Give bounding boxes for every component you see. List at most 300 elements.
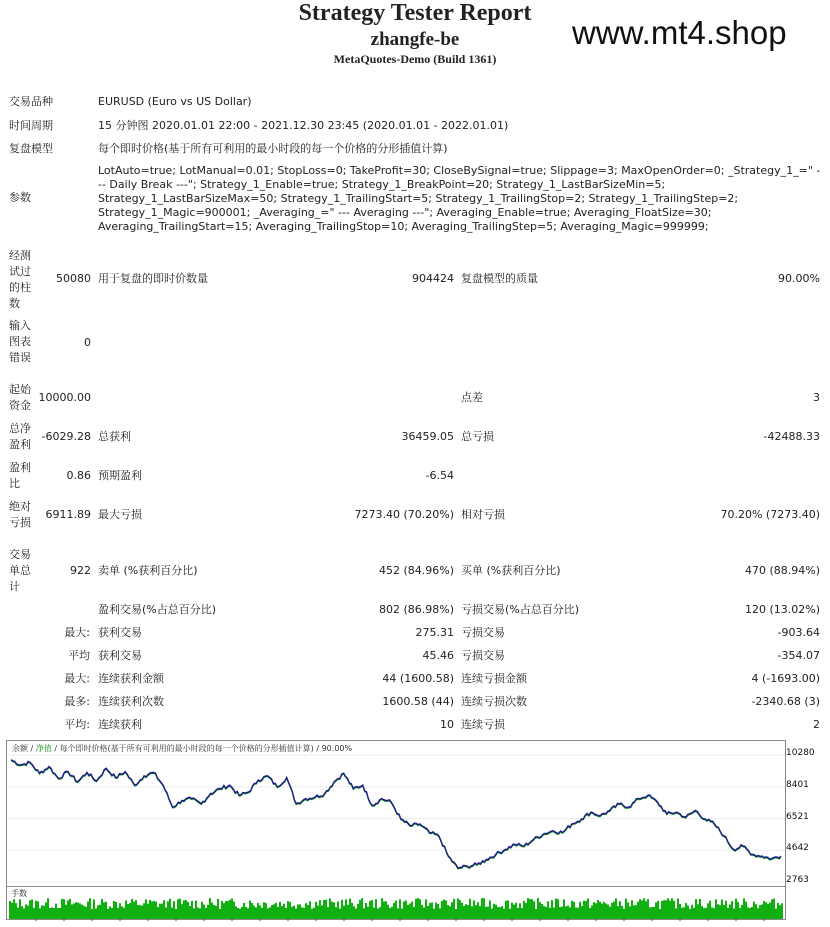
short-value: 452 (84.96%)	[378, 564, 454, 577]
payoff-label: 预期盈利	[98, 469, 142, 482]
volume-bar	[647, 899, 649, 919]
volume-bar	[615, 898, 617, 919]
volume-bar	[227, 901, 229, 919]
volume-bar	[483, 898, 485, 919]
volume-bar	[613, 902, 615, 919]
equity-line	[11, 761, 781, 869]
volume-bar	[337, 901, 339, 919]
volume-bar	[709, 901, 711, 919]
volume-bar	[243, 903, 245, 919]
model-value: 每个即时价格(基于所有可利用的最小时段的每一个价格的分形插值计算)	[98, 142, 448, 155]
largest-loss-value: -903.64	[777, 626, 820, 639]
volume-bar	[393, 903, 395, 919]
volume-bar	[151, 901, 153, 919]
volume-bar	[263, 902, 265, 919]
volume-bar	[97, 905, 99, 919]
volume-bar	[347, 905, 349, 919]
volume-bar	[187, 902, 189, 919]
volume-bar	[551, 900, 553, 919]
volume-bar	[459, 900, 461, 919]
volume-bar	[493, 904, 495, 919]
volume-bar	[253, 906, 255, 919]
volume-bar	[375, 899, 377, 919]
legend-balance: 余额	[12, 744, 28, 753]
volume-bar	[29, 900, 31, 919]
volume-bar	[597, 900, 599, 919]
max-consec-losses-value: 4 (-1693.00)	[751, 672, 820, 685]
volume-bar	[25, 905, 27, 919]
volume-bar	[419, 899, 421, 919]
volume-bar	[741, 905, 743, 919]
volume-bar	[637, 902, 639, 919]
volume-bar	[315, 902, 317, 919]
volume-bar	[667, 898, 669, 919]
max-dd-value: 7273.40 (70.20%)	[354, 508, 454, 521]
average-prefix: 平均	[68, 649, 90, 662]
volume-bar	[763, 901, 765, 919]
volume-bar	[257, 903, 259, 919]
avg-consec-wins-label: 连续获利	[98, 718, 142, 731]
volume-bar	[185, 900, 187, 919]
volume-bar	[431, 902, 433, 919]
volume-bar	[627, 902, 629, 919]
volume-bar	[329, 898, 331, 919]
volume-bar	[69, 899, 71, 919]
volume-bar	[599, 902, 601, 919]
volume-bar	[293, 906, 295, 919]
volume-bar	[395, 901, 397, 919]
volume-bar	[307, 905, 309, 919]
volume-bar	[87, 902, 89, 919]
params-label: 参数	[9, 191, 31, 204]
volume-bar	[557, 899, 559, 919]
volume-bar	[365, 903, 367, 919]
volume-bar	[525, 903, 527, 919]
volume-bar	[619, 901, 621, 919]
volume-bar	[417, 898, 419, 919]
params-value: LotAuto=true; LotManual=0.01; StopLoss=0; TakeProfit=30; CloseBySignal=true; Slippage=3; MaxOpenOrder=0; _Strategy_1_=" --- Daily Break ---"; Strategy_1_Enable=true; Strategy_1_BreakPoint=20; Strategy_1_LastBarSizeMin=5; Strategy_1_LastBarSizeMax=50; Strategy_1_TrailingStart=5; Strategy_1_TrailingStop=2; Strategy_1_TrailingStep=2; Strategy_1_Magic=900001; _Averaging_=" --- Averaging ---"; Averaging_Enable=true; Averaging_FloatSize=30; Averaging_TrailingStart=15; Averaging_TrailingStop=10; Averaging_TrailingStep=5; Averaging_Magic=999999;	[98, 164, 821, 233]
volume-bar	[513, 905, 515, 919]
volume-bar	[475, 905, 477, 919]
legend-sep-c: /	[313, 744, 322, 753]
watermark-text: www.mt4.shop	[572, 14, 787, 51]
volume-bar	[71, 904, 73, 919]
abs-dd-label: 绝对亏损	[9, 500, 31, 529]
volume-bar	[357, 904, 359, 919]
volume-bar	[181, 904, 183, 919]
avg-consec-wins-value: 10	[440, 718, 454, 731]
legend-sep-a: /	[28, 744, 36, 753]
volume-bar	[179, 899, 181, 919]
volume-bar	[457, 898, 459, 919]
balance-chart	[6, 740, 786, 887]
volume-bar	[351, 903, 353, 919]
volume-bar	[103, 902, 105, 919]
volume-bar	[489, 900, 491, 919]
volume-bar	[625, 899, 627, 919]
legend-sep-b: /	[51, 744, 60, 753]
volume-bar	[529, 899, 531, 919]
volume-bar	[63, 899, 65, 919]
volume-bar	[223, 903, 225, 919]
avg-consec-losses-value: 2	[813, 718, 820, 731]
volume-bar	[665, 900, 667, 919]
volume-bar	[481, 898, 483, 919]
volume-bar	[695, 899, 697, 919]
volume-bar	[283, 904, 285, 919]
errors-label: 输入图表错误	[9, 319, 31, 364]
volume-bar	[677, 898, 679, 919]
volume-bar	[233, 902, 235, 919]
largest-profit-value: 275.31	[415, 626, 454, 639]
maximal-prefix: 最多:	[64, 695, 90, 708]
gross-loss-label: 总亏损	[461, 430, 494, 443]
volume-bar	[663, 900, 665, 919]
rel-dd-value: 70.20% (7273.40)	[720, 508, 820, 521]
volume-bar	[771, 899, 773, 919]
maximal-losses-label: 连续亏损次数	[461, 695, 527, 708]
volume-bar	[323, 900, 325, 919]
volume-bar	[81, 905, 83, 919]
average-profit-label: 获利交易	[98, 649, 142, 662]
volume-bar	[383, 902, 385, 919]
volume-bar	[99, 905, 101, 919]
period-label: 时间周期	[9, 119, 53, 132]
volume-bar	[37, 901, 39, 919]
maximal-losses-value: -2340.68 (3)	[751, 695, 820, 708]
bars-value: 50080	[56, 272, 91, 285]
volume-bar	[707, 903, 709, 919]
volume-bar	[737, 902, 739, 919]
volume-bar	[723, 905, 725, 919]
volume-bar	[537, 898, 539, 919]
balance-line	[11, 760, 781, 868]
volume-bar	[299, 904, 301, 919]
average-profit-value: 45.46	[422, 649, 454, 662]
volume-bar	[385, 901, 387, 919]
volume-bar	[495, 905, 497, 919]
volume-bar	[753, 902, 755, 919]
symbol-value: EURUSD (Euro vs US Dollar)	[98, 95, 252, 108]
deposit-label: 起始资金	[9, 383, 31, 412]
net-value: -6029.28	[41, 430, 91, 443]
volume-bar	[729, 905, 731, 919]
y-tick-label: 8401	[786, 779, 809, 790]
volume-bar	[177, 899, 179, 919]
y-tick-label: 4642	[786, 843, 809, 854]
volume-bar	[279, 902, 281, 919]
volume-bar	[35, 901, 37, 919]
short-label: 卖单 (%获利百分比)	[98, 564, 198, 577]
volume-bar	[555, 898, 557, 919]
volume-bar	[65, 905, 67, 919]
bars-label: 经测试过的柱数	[9, 249, 31, 310]
volume-bar	[369, 901, 371, 919]
volume-bar	[539, 902, 541, 919]
volume-bar	[429, 903, 431, 919]
errors-value: 0	[84, 336, 91, 349]
rel-dd-label: 相对亏损	[461, 508, 505, 521]
volume-bar	[371, 900, 373, 919]
volume-bar	[133, 902, 135, 919]
volume-bar	[127, 904, 129, 919]
volume-bar	[563, 899, 565, 919]
volume-bar	[451, 902, 453, 919]
volume-bar	[719, 905, 721, 919]
volume-bar	[45, 902, 47, 919]
volume-bar	[639, 899, 641, 919]
volume-bar	[473, 900, 475, 919]
volume-bar	[585, 901, 587, 919]
pf-value: 0.86	[66, 469, 91, 482]
volume-bar	[579, 902, 581, 919]
chart-plot	[7, 741, 785, 886]
volume-bar	[349, 898, 351, 919]
volume-bar	[685, 903, 687, 919]
pf-label: 盈利比	[9, 461, 31, 490]
volume-bar	[631, 900, 633, 919]
largest-loss-label: 亏损交易	[461, 626, 505, 639]
avg-consec-losses-label: 连续亏损	[461, 718, 505, 731]
payoff-value: -6.54	[425, 469, 454, 482]
volume-bar	[541, 904, 543, 919]
volume-bar	[699, 899, 701, 919]
volume-bar	[679, 904, 681, 919]
volume-bar	[161, 904, 163, 919]
y-tick-label: 6521	[786, 811, 809, 822]
volume-bar	[125, 900, 127, 919]
volume-bar	[399, 899, 401, 919]
volume-bar	[765, 902, 767, 919]
avg-consec-prefix: 平均:	[64, 718, 90, 731]
quality-value: 90.00%	[778, 272, 820, 285]
volume-panel	[6, 886, 786, 920]
volume-bar	[309, 901, 311, 919]
volume-bar	[191, 901, 193, 919]
volume-bar	[435, 902, 437, 919]
profit-trades-label: 盈利交易(%占总百分比)	[98, 603, 217, 616]
model-label: 复盘模型	[9, 142, 53, 155]
max-consec-wins-label: 连续获利金额	[98, 672, 164, 685]
volume-bar	[657, 901, 659, 919]
trades-value: 922	[70, 564, 91, 577]
volume-bar	[361, 898, 363, 919]
volume-bar	[717, 904, 719, 919]
volume-bar	[15, 903, 17, 919]
volume-bar	[153, 901, 155, 919]
average-loss-value: -354.07	[777, 649, 820, 662]
volume-bar	[407, 905, 409, 919]
volume-bar	[441, 901, 443, 919]
volume-bar	[643, 898, 645, 919]
volume-bar	[595, 903, 597, 919]
volume-bar	[325, 900, 327, 919]
period-value: 15 分钟图 2020.01.01 22:00 - 2021.12.30 23:45 (2020.01.01 - 2022.01.01)	[98, 119, 509, 132]
volume-bar	[437, 904, 439, 919]
volume-bar	[61, 899, 63, 919]
volume-bar	[359, 900, 361, 919]
max-dd-label: 最大亏损	[98, 508, 142, 521]
volume-bar	[273, 904, 275, 919]
spread-value: 3	[813, 391, 820, 404]
volume-bar	[769, 903, 771, 919]
gross-loss-value: -42488.33	[763, 430, 820, 443]
volume-bar	[147, 904, 149, 919]
maximal-wins-label: 连续获利次数	[98, 695, 164, 708]
volume-bar	[387, 905, 389, 919]
volume-plot	[7, 887, 785, 919]
volume-bar	[331, 902, 333, 919]
volume-bar	[507, 900, 509, 919]
volume-bar	[715, 899, 717, 919]
volume-bar	[635, 905, 637, 919]
legend-quality: 90.00%	[321, 744, 353, 753]
volume-bar	[275, 903, 277, 919]
volume-bar	[209, 898, 211, 919]
volume-bar	[669, 901, 671, 919]
volume-bar	[511, 903, 513, 919]
volume-bar	[601, 904, 603, 919]
volume-bar	[317, 906, 319, 919]
symbol-label: 交易品种	[9, 95, 53, 108]
volume-bar	[265, 903, 267, 919]
volume-bar	[405, 900, 407, 919]
volume-bar	[505, 901, 507, 919]
volume-bar	[567, 906, 569, 919]
volume-bar	[333, 902, 335, 919]
volume-bar	[55, 904, 57, 919]
volume-bar	[731, 901, 733, 919]
server-build: MetaQuotes-Demo (Build 1361)	[333, 52, 497, 66]
average-loss-label: 亏损交易	[461, 649, 505, 662]
volume-bar	[445, 900, 447, 919]
volume-bar	[93, 899, 95, 919]
gross-profit-value: 36459.05	[401, 430, 454, 443]
volume-bar	[587, 898, 589, 919]
volume-bar	[137, 905, 139, 919]
volume-bar	[113, 901, 115, 919]
legend-equity: 净值	[35, 744, 52, 753]
volume-bar	[735, 899, 737, 919]
chart-x-axis	[6, 918, 784, 927]
volume-bar	[201, 902, 203, 919]
volume-bar	[225, 901, 227, 919]
quality-label: 复盘模型的质量	[461, 272, 538, 285]
volume-bar	[135, 900, 137, 919]
volume-bar	[173, 901, 175, 919]
volume-bar	[43, 906, 45, 919]
account-name: zhangfe-be	[370, 29, 460, 50]
volume-bar	[75, 902, 77, 919]
volume-bar	[305, 903, 307, 919]
ticks-label: 用于复盘的即时价数量	[98, 272, 208, 285]
profit-trades-value: 802 (86.98%)	[378, 603, 454, 616]
volume-bar	[345, 899, 347, 919]
volume-bar	[673, 901, 675, 919]
volume-bar	[773, 899, 775, 919]
volume-bar	[341, 900, 343, 919]
net-label: 总净盈利	[9, 422, 31, 451]
volume-bar	[207, 905, 209, 919]
max-consec-losses-label: 连续亏损金额	[461, 672, 527, 685]
volume-bar	[607, 905, 609, 919]
abs-dd-value: 6911.89	[45, 508, 91, 521]
legend-model: 每个即时价格(基于所有可利用的最小时段的每一个价格的分形插值计算)	[59, 744, 314, 753]
volume-bar	[31, 899, 33, 919]
volume-bar	[155, 902, 157, 919]
volume-bar	[259, 905, 261, 919]
volume-bar	[721, 900, 723, 919]
volume-bar	[73, 903, 75, 919]
volume-bar	[755, 904, 757, 919]
volume-bar	[145, 899, 147, 919]
volume-bar	[321, 905, 323, 919]
chart-y-axis	[784, 740, 830, 927]
volume-bar	[289, 902, 291, 919]
volume-bar	[169, 899, 171, 919]
volume-bar	[13, 899, 15, 919]
volume-bar	[777, 903, 779, 919]
volume-bar	[461, 903, 463, 919]
volume-bar	[195, 901, 197, 919]
volume-bar	[761, 904, 763, 919]
max-consec-prefix: 最大:	[64, 672, 90, 685]
volume-bar	[271, 905, 273, 919]
volume-bar	[469, 899, 471, 919]
volume-bar	[605, 904, 607, 919]
volume-bar	[781, 903, 783, 919]
volume-bar	[655, 902, 657, 919]
volume-bar	[661, 901, 663, 919]
volume-bar	[547, 901, 549, 919]
volume-bar	[217, 899, 219, 919]
gross-profit-label: 总获利	[98, 430, 131, 443]
volume-bar	[759, 905, 761, 919]
volume-bar	[89, 898, 91, 919]
volume-bar	[19, 899, 21, 919]
volume-bar	[593, 902, 595, 919]
long-value: 470 (88.94%)	[744, 564, 820, 577]
deposit-value: 10000.00	[38, 391, 91, 404]
volume-bar	[611, 903, 613, 919]
volume-bar	[409, 903, 411, 919]
max-consec-wins-value: 44 (1600.58)	[382, 672, 454, 685]
volume-bar	[115, 902, 117, 919]
volume-bar	[477, 902, 479, 919]
volume-bar	[101, 899, 103, 919]
volume-bar	[129, 903, 131, 919]
loss-trades-value: 120 (13.02%)	[744, 603, 820, 616]
volume-bar	[249, 901, 251, 919]
y-tick-label: 10280	[786, 748, 815, 758]
volume-bar	[149, 900, 151, 919]
spread-label: 点差	[461, 391, 483, 404]
volume-bar	[287, 901, 289, 919]
volume-bar	[633, 905, 635, 919]
volume-bar	[533, 901, 535, 919]
volume-bar	[671, 898, 673, 919]
volume-bar	[203, 905, 205, 919]
volume-bar	[697, 904, 699, 919]
volume-bar	[159, 904, 161, 919]
volume-bar	[725, 901, 727, 919]
volume-bar	[527, 898, 529, 919]
volume-bar	[139, 905, 141, 919]
maximal-wins-value: 1600.58 (44)	[382, 695, 454, 708]
volume-bar	[221, 901, 223, 919]
volume-bar	[447, 905, 449, 919]
volume-bar	[41, 905, 43, 919]
